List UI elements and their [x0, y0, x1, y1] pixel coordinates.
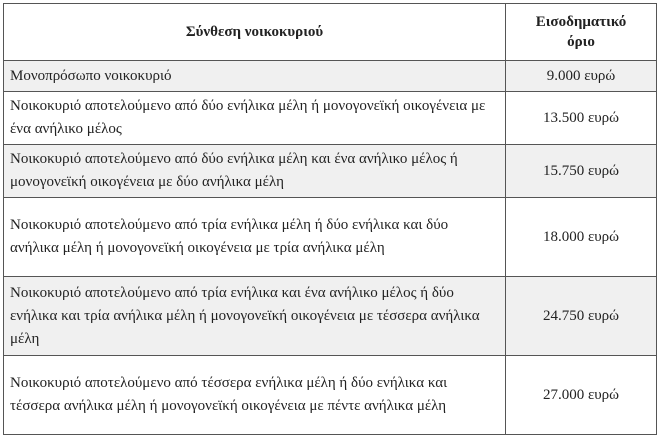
table-row: [4, 145, 657, 198]
table-row: [4, 277, 657, 356]
table-row: [4, 198, 657, 277]
table-row: [4, 92, 657, 145]
income-limit-cell: 27.000 ευρώ: [506, 356, 657, 435]
header-income-limit: [506, 4, 657, 61]
income-limit-cell: 9.000 ευρώ: [506, 61, 657, 92]
table-row: [4, 61, 657, 92]
income-limit-cell: 24.750 ευρώ: [506, 277, 657, 356]
income-limits-table: [3, 3, 657, 435]
header-household-composition: Σύνθεση νοικοκυριού: [4, 4, 506, 61]
header-income-limit-line1: Εισοδηματικό: [535, 14, 627, 30]
household-composition-cell: Νοικοκυριό αποτελούμενο από τρία ενήλικα και ένα ανήλικο μέλος ή δύο ενήλικα και τρία ανήλικα μέλη ή μονογονεϊκή οικογένεια με τέσσερα ανήλικα μέλη: [4, 277, 506, 356]
household-composition-cell: Μονοπρόσωπο νοικοκυριό: [4, 61, 506, 92]
household-composition-cell: Νοικοκυριό αποτελούμενο από δύο ενήλικα μέλη και ένα ανήλικο μέλος ή μονογονεϊκή οικογένεια με δύο ανήλικα μέλη: [4, 145, 506, 198]
household-composition-cell: Νοικοκυριό αποτελούμενο από τέσσερα ενήλικα μέλη ή δύο ενήλικα και τέσσερα ανήλικα μέλη ή μονογονεϊκή οικογένεια με πέντε ανήλικα μέλη: [4, 356, 506, 435]
table-header-row: [4, 4, 657, 61]
header-income-limit-line2: όριο: [567, 34, 595, 50]
income-limit-cell: 15.750 ευρώ: [506, 145, 657, 198]
income-limit-cell: 18.000 ευρώ: [506, 198, 657, 277]
household-composition-cell: Νοικοκυριό αποτελούμενο από τρία ενήλικα μέλη ή δύο ενήλικα και δύο ανήλικα μέλη ή μονογονεϊκή οικογένεια με τρία ανήλικα μέλη: [4, 198, 506, 277]
table-row: [4, 356, 657, 435]
income-limit-cell: 13.500 ευρώ: [506, 92, 657, 145]
household-composition-cell: Νοικοκυριό αποτελούμενο από δύο ενήλικα μέλη ή μονογονεϊκή οικογένεια με ένα ανήλικο μέλος: [4, 92, 506, 145]
